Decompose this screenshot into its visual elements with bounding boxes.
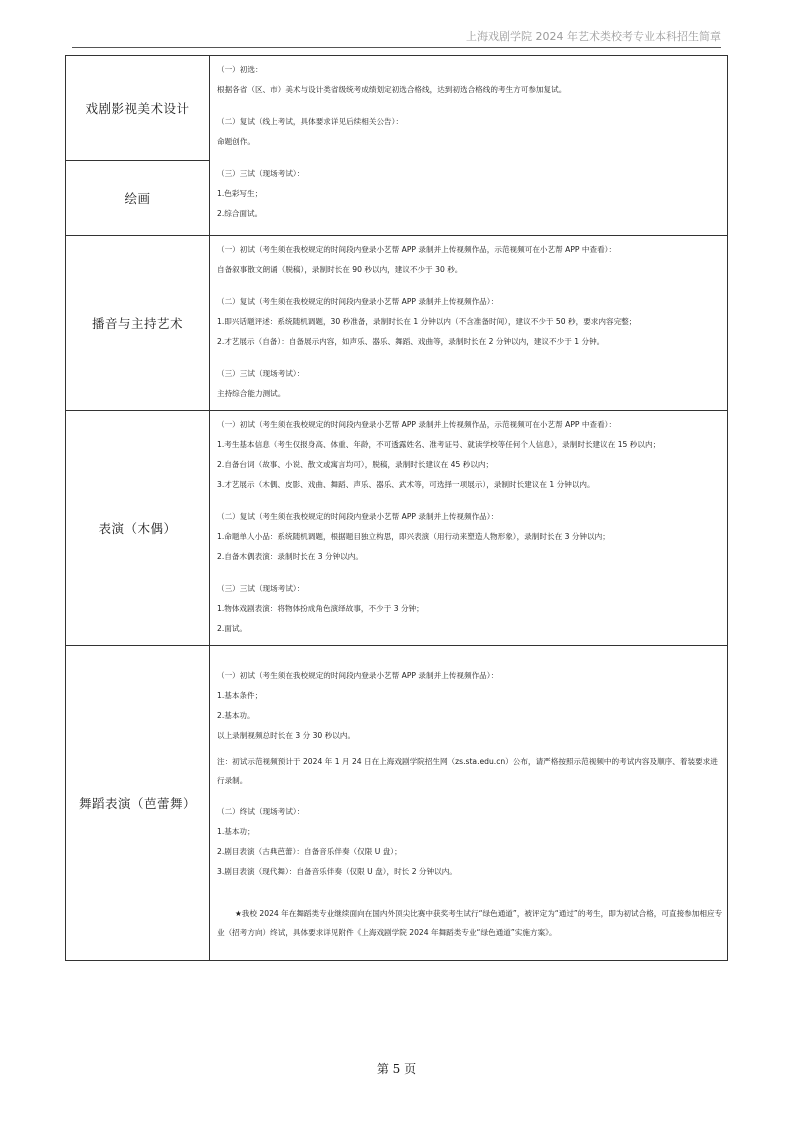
- major-cell-stage-art: [66, 56, 210, 236]
- table-row: [66, 411, 728, 646]
- major-name: 播音与主持艺术: [66, 236, 210, 411]
- exam-text: 1.基本功；: [217, 827, 255, 836]
- exam-stage-heading: （一）初选：: [217, 65, 263, 74]
- admission-table: [65, 55, 728, 961]
- table-row: [66, 56, 728, 236]
- exam-text: 2.才艺展示（自备）：自备展示内容，如声乐、器乐、舞蹈、戏曲等，录制时长在 2 分钟以内，建议不少于 1 分钟。: [217, 337, 605, 346]
- exam-text: 2.面试。: [217, 624, 248, 633]
- exam-text: 1.基本条件；: [217, 691, 263, 700]
- major-name: 舞蹈表演（芭蕾舞）: [66, 646, 210, 961]
- exam-content-stage-art: [210, 56, 728, 236]
- exam-note: 注：初试示范视频预计于 2024 年 1 月 24 日在上海戏剧学院招生网（zs.sta.edu.cn）公布，请严格按照示范视频中的考试内容及顺序、着装要求进行录制。: [217, 757, 718, 785]
- exam-stage-heading: （三）三试（现场考试）：: [217, 369, 305, 378]
- table-row: [66, 646, 728, 961]
- exam-stage-heading: （二）终试（现场考试）：: [217, 807, 305, 816]
- exam-text: 以上录制视频总时长在 3 分 30 秒以内。: [217, 731, 356, 740]
- exam-text: 3.剧目表演（现代舞）：自备音乐伴奏（仅限 U 盘），时长 2 分钟以内。: [217, 867, 457, 876]
- exam-stage-heading: （一）初试（考生须在我校规定的时间段内登录小艺帮 APP 录制并上传视频作品，示范视频可在小艺帮 APP 中查看）：: [217, 420, 617, 429]
- exam-stage-heading: （一）初试（考生须在我校规定的时间段内登录小艺帮 APP 录制并上传视频作品，示范视频可在小艺帮 APP 中查看）：: [217, 245, 617, 254]
- exam-text: 2.剧目表演（古典芭蕾）：自备音乐伴奏（仅限 U 盘）；: [217, 847, 402, 856]
- exam-stage-heading: （一）初试（考生须在我校规定的时间段内登录小艺帮 APP 录制并上传视频作品）：: [217, 671, 499, 680]
- header-rule: [72, 47, 721, 48]
- page-number: 第 5 页: [376, 1062, 417, 1076]
- exam-content-puppetry: [210, 411, 728, 646]
- major-name: 戏剧影视美术设计: [85, 101, 190, 116]
- exam-text: 3.才艺展示（木偶、皮影、戏曲、舞蹈、声乐、器乐、武术等，可选择一项展示），录制时长建议在 1 分钟以内。: [217, 480, 595, 489]
- exam-content-broadcasting: [210, 236, 728, 411]
- exam-text: 主持综合能力测试。: [217, 389, 286, 398]
- exam-text: 2.综合面试。: [217, 209, 263, 218]
- exam-stage-heading: （二）复试（考生须在我校规定的时间段内登录小艺帮 APP 录制并上传视频作品）：: [217, 512, 499, 521]
- exam-content-ballet: [210, 646, 728, 961]
- table-row: [66, 236, 728, 411]
- exam-text: 命题创作。: [217, 137, 255, 146]
- major-name: 表演（木偶）: [66, 411, 210, 646]
- exam-stage-heading: （三）三试（现场考试）：: [217, 584, 305, 593]
- green-channel-note: ★我校 2024 年在舞蹈类专业继续面向在国内外顶尖比赛中获奖考生试行“绿色通道”，被评定为“通过”的考生，即为初试合格，可直接参加相应专业（招考方向）终试，具体要求详见附件《上海戏剧学院 2024 年舞蹈类专业“绿色通道”实施方案》。: [217, 909, 723, 937]
- exam-text: 2.自备木偶表演：录制时长在 3 分钟以内。: [217, 552, 363, 561]
- exam-text: 2.基本功。: [217, 711, 255, 720]
- exam-stage-heading: （二）复试（考生须在我校规定的时间段内登录小艺帮 APP 录制并上传视频作品）：: [217, 297, 499, 306]
- exam-stage-heading: （三）三试（现场考试）：: [217, 169, 305, 178]
- exam-text: 1.命题单人小品：系统随机调题，根据题目独立构思，即兴表演（用行动来塑造人物形象），录制时长在 3 分钟以内；: [217, 532, 610, 541]
- exam-text: 1.物体戏剧表演：将物体扮成角色演绎故事，不少于 3 分钟；: [217, 604, 424, 613]
- exam-text: 2.自备台词（故事、小说、散文或寓言均可），脱稿，录制时长建议在 45 秒以内；: [217, 460, 494, 469]
- exam-stage-heading: （二）复试（线上考试，具体要求详见后续相关公告）：: [217, 117, 404, 126]
- exam-text: 自备叙事散文朗诵（脱稿），录制时长在 90 秒以内，建议不少于 30 秒。: [217, 265, 463, 274]
- exam-text: 1.色彩写生；: [217, 189, 263, 198]
- exam-text: 1.即兴话题评述：系统随机调题，30 秒准备，录制时长在 1 分钟以内（不含准备时间），建议不少于 50 秒，要求内容完整；: [217, 317, 637, 326]
- exam-text: 根据各省（区、市）美术与设计类省级统考成绩划定初选合格线，达到初选合格线的考生方可参加复试。: [217, 85, 567, 94]
- page-header: 上海戏剧学院 2024 年艺术类校考专业本科招生简章: [466, 30, 721, 43]
- major-name: 绘画: [124, 191, 151, 206]
- exam-text: 1.考生基本信息（考生仅报身高、体重、年龄，不可透露姓名、准考证号、就读学校等任何个人信息），录制时长建议在 15 秒以内；: [217, 440, 661, 449]
